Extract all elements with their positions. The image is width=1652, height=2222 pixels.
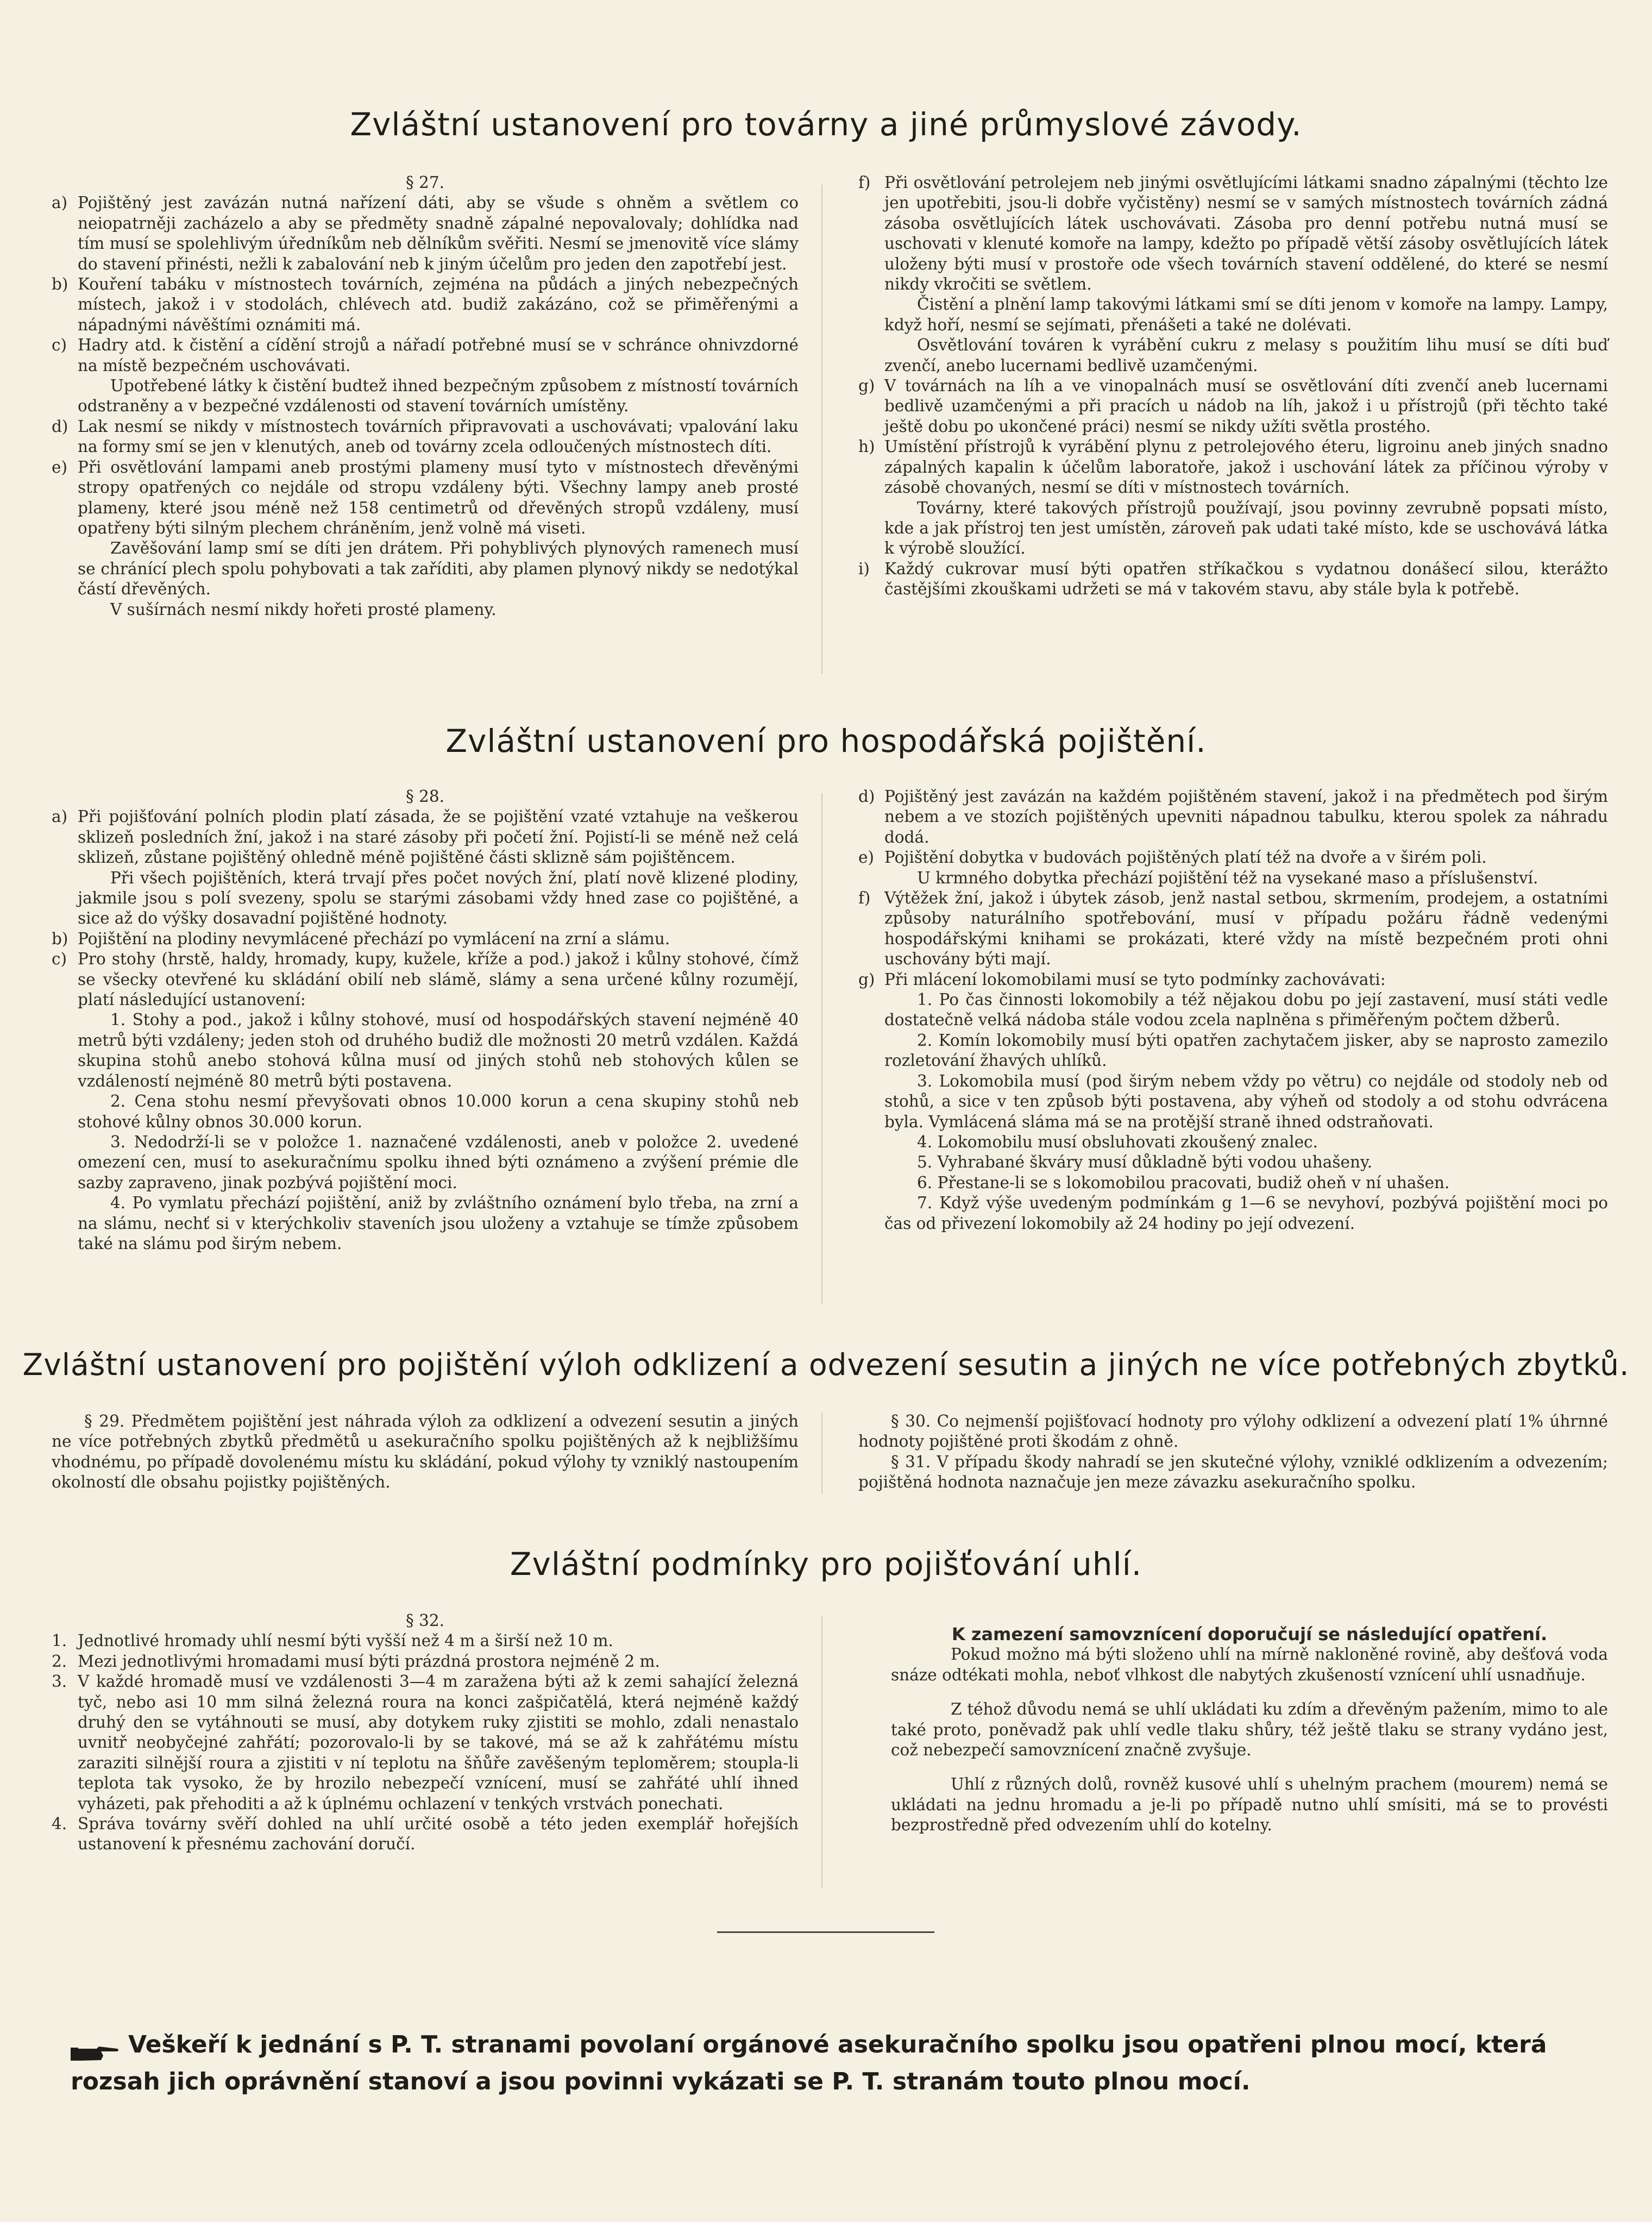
clause-text: 2. Komín lokomobily musí býti opatřen zachytačem jisker, aby se naprosto zamezilo rozletování žhavých uhlíků.: [884, 1031, 1608, 1070]
clause-text: Při osvětlování petrolejem neb jinými osvětlujícími látkami snadno zápalnými (těchto lze jen upotřebiti, jsou-li dobře vyčistěny) nesmí se v samých místnostech továrních zádná zásoba osvětlujících látek uschovávati. Zásoba pro denní potřebu nutná musí se uschovati v klenuté komoře na lampy, kdežto po případě větší zásoby osvětlujících látek uloženy býti musí v prostoře ode všech továrních stavení oddělené, do které se nesmí nikdy vkročiti se světlem.: [884, 173, 1608, 294]
column-divider: [821, 185, 822, 674]
clause-label: c): [52, 336, 67, 355]
agri-left-items: [52, 807, 799, 1254]
clause-label: d): [858, 787, 875, 806]
clause-label-spacer: [52, 1193, 78, 1254]
clause: [858, 787, 1608, 848]
column-divider: [821, 1616, 822, 1888]
clause-label-spacer: [52, 600, 78, 620]
clause-label-spacer: [52, 1132, 78, 1193]
paragraph-number: § 27.: [405, 173, 445, 192]
clause: [52, 1672, 799, 1814]
clause: [52, 417, 799, 457]
clause: [858, 1031, 1608, 1071]
debris-left-column: [52, 1411, 799, 1493]
clause-label: 3.: [52, 1672, 67, 1691]
clause: [858, 559, 1608, 600]
coal-left-items: [52, 1631, 799, 1854]
clause: [52, 274, 799, 335]
clause-label: f): [858, 889, 871, 908]
clause-text: V sušírnách nesmí nikdy hořeti prosté plameny.: [110, 600, 497, 619]
agri-right-column: [858, 787, 1608, 1234]
clause: [858, 970, 1608, 990]
clause-text: 7. Když výše uvedeným podmínkám g 1—6 se nevyhoví, pozbývá pojištění moci po čas od přivezení lokomobily až 24 hodiny po její odvezení.: [884, 1194, 1608, 1233]
clause-label-spacer: [858, 1132, 884, 1152]
clause-text: Každý cukrovar musí býti opatřen stříkačkou s vydatnou donášecí silou, kterážto častějšími zkouškami udržeti se má v takovém stavu, aby stále byla k potřebě.: [884, 559, 1608, 599]
clause-text: 1. Stohy a pod., jakož i kůlny stohové, musí od hospodářských stavení nejméně 40 metrů býti vzdáleny; jeden stoh od druhého budiž dle možnosti 20 metrů vzdálen. Každá skupina stohů anebo stohová kůlna musí od jiných stohů neb stohových kůlen se vzdáleností nejméně 80 metrů býti postavena.: [78, 1010, 799, 1090]
clause-label: 2.: [52, 1652, 67, 1671]
clause-label-spacer: [858, 498, 884, 559]
clause-text: 3. Nedodrží-li se v položce 1. naznačené vzdálenosti, aneb v položce 2. uvedené omezení cen, musí to asekuračnímu spolku ihned býti oznámeno a zvýšení prémie dle sazby zapraveno, jinak pozbývá pojištění moci.: [78, 1132, 799, 1192]
coal-recommendations-heading: K zamezení samovznícení doporučují se následující opatření.: [951, 1624, 1548, 1644]
clause-text: Čistění a plnění lamp takovými látkami smí se díti jenom v komoře na lampy. Lampy, když hoří, nesmí se sejímati, přenášeti a také ne dolévati.: [884, 295, 1608, 334]
factories-right-items: [858, 173, 1608, 600]
coal-recommendation: Uhlí z různých dolů, rovněž kusové uhlí s uhelným prachem (mourem) nemá se ukládati na jednu hromadu a je-li po případě nutno uhlí smísiti, má se to provésti bezprostředně před odvezením uhlí do kotelny.: [891, 1775, 1608, 1835]
debris-paragraph-30: § 30. Co nejmenší pojišťovací hodnoty pro výlohy odklizení a odvezení platí 1% úhrnné hodnoty pojištěné proti škodám z ohně.: [858, 1412, 1608, 1451]
clause: [858, 1152, 1608, 1172]
clause-text: Pojištěný jest zavázán na každém pojištěném stavení, jakož i na předmětech pod širým nebem a ve stozích pojištěných upevniti nápadnou tabulku, kterou spolek za náhradu dodá.: [884, 787, 1608, 846]
clause-label: e): [858, 848, 874, 867]
clause: [52, 1010, 799, 1091]
clause: [858, 294, 1608, 335]
clause-text: Jednotlivé hromady uhlí nesmí býti vyšší než 4 m a širší než 10 m.: [78, 1631, 613, 1650]
section-title-agriculture: Zvláštní ustanovení pro hospodářská pojištění.: [445, 723, 1207, 760]
clause-text: 1. Po čas činnosti lokomobily a též nějakou dobu po její zastavení, musí státi vedle dostatečně velká nádoba stále vodou zcela naplněna s přiměřeným počtem džberů.: [884, 990, 1608, 1030]
clause: [52, 1193, 799, 1254]
clause-text: V továrnách na líh a ve vinopalnách musí se osvětlování díti zvenčí aneb lucernami bedlivě uzamčenými a při pracích u nádob na líh, jakož i u přístrojů (při těchto také ještě dobu po ukončené práci) nesmí se nikdy užíti světla prostého.: [884, 376, 1608, 436]
section-title-debris: Zvláštní ustanovení pro pojištění výloh odklizení a odvezení sesutin a jiných ne více potřebných zbytků.: [22, 1347, 1630, 1382]
clause: [52, 868, 799, 929]
clause-text: Pojištění na plodiny nevymlácené přechází po vymlácení na zrní a slámu.: [78, 929, 670, 948]
clause-label-spacer: [52, 376, 78, 417]
paragraph-number: § 32.: [405, 1611, 445, 1630]
clause: [858, 173, 1608, 294]
clause-text: Při pojišťování polních plodin platí zásada, že se pojištění vzaté vztahuje na veškerou sklizeň posledních žní, jakož i na staré zásoby při početí žní. Pojistí-li se méně než celá sklizeň, zůstane pojištěný ohledně méně pojištěné části sklizně sám pojištěncem.: [78, 807, 799, 867]
clause-text: Mezi jednotlivými hromadami musí býti prázdná prostora nejméně 2 m.: [78, 1652, 660, 1671]
clause: [858, 1071, 1608, 1132]
clause-label: 4.: [52, 1815, 67, 1834]
clause: [52, 457, 799, 539]
clause-label: b): [52, 275, 68, 294]
clause-text: Osvětlování továren k vyrábění cukru z melasy s použitím lihu musí se díti buď zvenčí, anebo lucernami bedlivě uzamčenými.: [884, 336, 1608, 375]
clause-label: h): [858, 437, 875, 456]
clause: [52, 538, 799, 599]
separator-line: [717, 1931, 934, 1933]
clause-label: c): [52, 950, 67, 969]
clause-label: b): [52, 929, 68, 948]
clause-label: i): [858, 559, 870, 578]
clause-text: V každé hromadě musí ve vzdálenosti 3—4 m zaražena býti až k zemi sahající železná tyč, nebo asi 10 mm silná železná roura na konci zašpičatělá, která nejméně každý druhý den se vytáhnouti se musí, aby dotykem ruky zjistiti se mohlo, zdali nenastalo uvnitř neobyčejné zahřátí; pozorovalo-li by se takové, má se až k zahřátému místu zaraziti silnější roura a zjistiti v ní teplotu na šňůře zavěšeným teploměrem; stoupla-li teplota tak vysoko, že by hrozilo nebezpečí vznícení, musí se zahřáté uhlí ihned vyházeti, pak přehoditi a až k úplnému ochlazení v tenkých vrstvách ponechati.: [78, 1672, 799, 1813]
clause-text: Pro stohy (hrstě, haldy, hromady, kupy, kužele, křížе a pod.) jakož i kůlny stohové, čímž se všecky otevřené ku skládání obilí neb slámě, slámy a sena určené kůlny rozumějí, platí následující ustanovení:: [78, 950, 799, 1009]
coal-recommendation: Z téhož důvodu nemá se uhlí ukládati ku zdím a dřevěným pažením, mimo to ale také proto, poněvadž pak uhlí vedle tlaku shůry, též ještě tlaku se strany vydáno jest, což nebezpečí samovznícení značně zvyšuje.: [891, 1700, 1608, 1760]
clause: [52, 193, 799, 274]
clause-text: Továrny, které takových přístrojů používají, jsou povinny zevrubně popsati místo, kde a jak přístroj ten jest umístěn, zároveň pak udati také místo, kde se uschovává látka k výrobě sloužící.: [884, 498, 1608, 558]
clause-label-spacer: [52, 1010, 78, 1091]
clause: [52, 929, 799, 949]
section-title-factories: Zvláštní ustanovení pro továrny a jiné průmyslové závody.: [350, 106, 1302, 143]
clause-label: d): [52, 417, 68, 436]
clause-text: 4. Po vymlatu přechází pojištění, aniž by zvláštního oznámení bylo třeba, na zrní a na slámu, nechť si v kterýchkoliv staveních jsou uloženy a vztahuje se tímže způsobem také na slámu pod širým nebem.: [78, 1194, 799, 1253]
clause-label: a): [52, 193, 68, 212]
clause-text: Lak nesmí se nikdy v místnostech továrních připravovati a uschovávati; vpalování laku na formy smí se jen v klenutých, aneb od továrny zcela odloučených místnostech díti.: [78, 417, 799, 456]
clause: [858, 1132, 1608, 1152]
clause: [858, 1173, 1608, 1193]
section-title-coal: Zvláštní podmínky pro pojišťování uhlí.: [510, 1546, 1142, 1583]
clause-text: Pojištěný jest zavázán nutná nařízení dáti, aby se všude s ohněm a světlem co neiopatrněji zacházelo a aby se předměty snadně zápalné nepovalovaly; dohlídka nad tím musí se spolehlivým úředníkům neb dělníkům svěřiti. Nesmí se jmenovitě více slámy do stavení přinésti, nežli k zabalování neb k jiným účelům pro jeden den zapotřebí jest.: [78, 193, 799, 273]
clause-text: Při osvětlování lampami aneb prostými plameny musí tyto v místnostech dřevěnými stropy opatřených co nejdále od stropu vzdáleny býti. Všechny lampy aneb prosté plameny, které jsou méně než 158 centimetrů od dřevěných stropů vzdáleny, musí opatřeny býti silným plechem chráněním, jenž volně má viseti.: [78, 457, 799, 537]
clause-text: 5. Vyhrabané škváry musí důkladně býti vodou uhašeny.: [917, 1153, 1373, 1172]
clause: [52, 807, 799, 868]
factories-left-items: [52, 193, 799, 620]
clause-text: 3. Lokomobila musí (pod širým nebem vždy po větru) co nejdále od stodoly neb od stohů, a sice v ten způsob býti postavena, aby výheň od stodoly a od stohu odvrácena byla. Vymlácená sláma má se na protější straně ihned odstraňovati.: [884, 1071, 1608, 1131]
clause: [52, 949, 799, 1010]
clause-text: 4. Lokomobilu musí obsluhovati zkoušený znalec.: [917, 1132, 1318, 1151]
factories-right-column: [858, 173, 1608, 600]
clause: [52, 376, 799, 417]
agri-left-column: [52, 787, 799, 1254]
pointing-hand-icon: [71, 2037, 120, 2055]
clause: [52, 335, 799, 376]
paragraph-number: § 28.: [405, 787, 445, 806]
clause: [858, 1193, 1608, 1234]
clause: [52, 1631, 799, 1651]
footer-notice: [71, 2026, 1608, 2100]
clause: [858, 848, 1608, 868]
coal-right-column: [891, 1624, 1608, 1836]
clause: [858, 888, 1608, 970]
clause-label: a): [52, 807, 68, 826]
clause-text: Správa továrny svěří dohled na uhlí určité osobě a této jeden exemplář hořejších ustanovení k přesnému zachování doručí.: [78, 1815, 799, 1854]
clause-label-spacer: [858, 1071, 884, 1132]
clause-label-spacer: [858, 1152, 884, 1172]
clause-text: Hadry atd. k čistění a cídění strojů a nářadí potřebné musí se v schránce ohnivzdorné na místě bezpečném uschovávati.: [78, 336, 799, 375]
clause-label-spacer: [858, 868, 884, 888]
clause: [52, 1814, 799, 1855]
clause-text: U krmného dobytka přechází pojištění též na vysekané maso a příslušenství.: [917, 868, 1538, 887]
clause-label: g): [858, 376, 875, 396]
clause-text: Umístění přístrojů k vyrábění plynu z petrolejového éteru, ligroinu aneb jiných snadno zápalných kapalin k účelům laboratoře, jakož i uschování látek za příčinou výroby v zásobě chovaných, nesmí se díti v místnostech továrních.: [884, 437, 1608, 497]
factories-left-column: [52, 173, 799, 620]
clause: [858, 376, 1608, 437]
clause: [858, 437, 1608, 498]
clause-label-spacer: [858, 990, 884, 1031]
clause-text: 2. Cena stohu nesmí převyšovati obnos 10.000 korun a cena skupiny stohů neb stohové kůlny obnos 30.000 korun.: [78, 1092, 799, 1131]
clause-label: f): [858, 173, 871, 192]
clause-text: Při všech pojištěních, která trvají přes počet nových žní, platí nově klizené plodiny, jakmile jsou s polí svezeny, spolu se starými zásobami vždy hned zase co pojištěné, a sice až do výšky dosavadní pojištěné hodnoty.: [78, 868, 799, 928]
clause-text: Kouření tabáku v místnostech továrních, zejména na půdách a jiných nebezpečných místech, jakož i v stodolách, chlévech atd. budiž zakázáno, což se přiměřenými a nápadnými návěštími oznámiti má.: [78, 275, 799, 334]
debris-paragraph-31: § 31. V případu škody nahradí se jen skutečné výlohy, vzniklé odklizením a odvezením; pojištěná hodnota naznačuje jen meze závazku asekuračního spolku.: [858, 1452, 1608, 1492]
clause-label-spacer: [52, 538, 78, 599]
column-divider: [821, 1413, 822, 1494]
clause-label-spacer: [858, 1031, 884, 1071]
column-divider: [821, 793, 822, 1304]
clause-text: Výtěžek žní, jakož i úbytek zásob, jenž nastal setbou, skrmením, prodejem, a ostatními způsoby naturálního spotřebování, musí v případu požáru řádně vedenými hospodářskými knihami se prokázati, které vždy na místě bezpečném proti ohni uschovány býti mají.: [884, 889, 1608, 969]
clause-text: Zavěšování lamp smí se díti jen drátem. Při pohyblivých plynových ramenech musí se chránící plech spolu pohybovati a tak zaříditi, aby plamen plynový nikdy se nedotýkal částí dřevěných.: [78, 539, 799, 599]
clause: [858, 868, 1608, 888]
footer-text: Veškeří k jednání s P. T. stranami povolaní orgánové asekuračního spolku jsou opatřeni plnou mocí, která rozsah jich oprávnění stanoví a jsou povinni vykázati se P. T. stranám touto plnou mocí.: [71, 2031, 1547, 2095]
clause: [858, 990, 1608, 1031]
clause-label-spacer: [858, 335, 884, 376]
clause: [52, 1091, 799, 1132]
debris-right-column: [858, 1411, 1608, 1493]
debris-paragraph-29: § 29. Předmětem pojištění jest náhrada výloh za odklizení a odvezení sesutin a jiných ne více potřebných zbytků předmětů u asekuračního spolku pojištěných až k nejbližšímu vhodnému, po případě dovolenému místu ku skládání, pokud výlohy ty vzniklý nastoupením okolností dle obsahu pojistky pojištěných.: [52, 1412, 799, 1492]
coal-recommendation: Pokud možno má býti složeno uhlí na mírně nakloněné rovině, aby dešťová voda snáze odtékati mohla, neboť vlhkost dle nabytých zkušeností vznícení uhlí usnadňuje.: [891, 1645, 1608, 1684]
clause-label-spacer: [858, 294, 884, 335]
clause-label-spacer: [858, 1193, 884, 1234]
clause-text: Upotřebené látky k čistění budtež ihned bezpečným způsobem z místností továrních odstraněny a v bezpečné vzdálenosti od stavení továrních umístěny.: [78, 376, 799, 416]
clause-text: 6. Přestane-li se s lokomobilou pracovati, budiž oheň v ní uhašen.: [917, 1173, 1450, 1192]
clause-label: e): [52, 457, 67, 476]
agri-right-items: [858, 787, 1608, 1234]
clause: [858, 498, 1608, 559]
clause-text: Pojištění dobytka v budovách pojištěných platí též na dvoře a v širém poli.: [884, 848, 1487, 867]
clause: [52, 600, 799, 620]
clause-label: g): [858, 970, 875, 989]
clause-text: Při mlácení lokomobilami musí se tyto podmínky zachovávati:: [884, 970, 1386, 989]
clause: [858, 335, 1608, 376]
clause-label-spacer: [52, 1091, 78, 1132]
clause-label-spacer: [858, 1173, 884, 1193]
clause-label-spacer: [52, 868, 78, 929]
clause: [52, 1652, 799, 1672]
clause: [52, 1132, 799, 1193]
clause-label: 1.: [52, 1631, 67, 1650]
coal-left-column: [52, 1611, 799, 1855]
